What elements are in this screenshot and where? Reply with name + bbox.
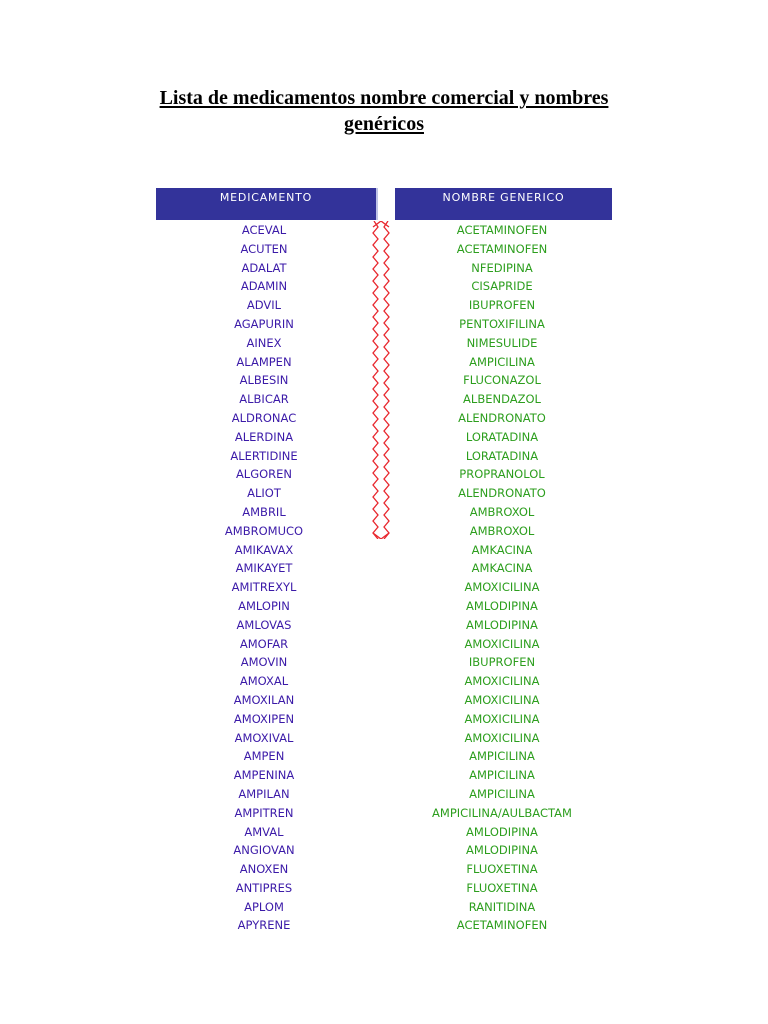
- medicamento-cell: APYRENE: [237, 918, 291, 933]
- medicamento-cell: ACEVAL: [241, 223, 287, 237]
- medicamento-cell: ALBICAR: [239, 392, 289, 407]
- table-row: [0, 766, 768, 785]
- medicamento-cell: AMOVIN: [240, 655, 288, 670]
- medicamento-cell: ANTIPRES: [235, 880, 293, 895]
- generico-cell: FLUOXETINA: [466, 880, 538, 895]
- medication-table: [0, 221, 768, 935]
- medicamento-cell: ALIOT: [247, 486, 281, 501]
- table-row: [0, 240, 768, 259]
- table-row: [0, 541, 768, 560]
- page-title: [0, 85, 768, 137]
- generico-cell: AMOXICILINA: [464, 730, 540, 745]
- generico-cell: AMOXICILINA: [464, 636, 540, 651]
- table-row: [0, 221, 768, 240]
- medicamento-cell: ANGIOVAN: [233, 843, 295, 858]
- table-row: [0, 315, 768, 334]
- generico-cell: AMLODIPINA: [466, 617, 538, 632]
- header-divider: [376, 188, 378, 220]
- table-row: [0, 635, 768, 654]
- generico-cell: AMPICILINA: [469, 768, 535, 783]
- generico-cell: PROPRANOLOL: [459, 467, 545, 482]
- table-row: [0, 691, 768, 710]
- table-row: [0, 390, 768, 409]
- table-row: [0, 860, 768, 879]
- medicamento-cell: ALERDINA: [234, 429, 294, 444]
- table-row: [0, 353, 768, 372]
- medicamento-cell: AMVAL: [244, 824, 284, 839]
- table-row: [0, 522, 768, 541]
- generico-cell: AMOXICILINA: [464, 692, 540, 707]
- medicamento-cell: AMPITREN: [234, 805, 294, 820]
- medicamento-cell: AMLOVAS: [236, 617, 292, 632]
- generico-cell: ALENDRONATO: [458, 410, 546, 425]
- generico-cell: RANITIDINA: [468, 899, 536, 914]
- table-row: [0, 879, 768, 898]
- generico-cell: AMKACINA: [471, 542, 533, 557]
- medicamento-cell: AMOXAL: [239, 674, 289, 689]
- header-medicamento: MEDICAMENTO: [156, 188, 376, 220]
- generico-cell: ALENDRONATO: [458, 486, 546, 501]
- generico-cell: ACETAMINOFEN: [456, 918, 548, 933]
- medicamento-cell: ANOXEN: [239, 862, 289, 877]
- table-row: [0, 672, 768, 691]
- medicamento-cell: ALGOREN: [235, 467, 293, 482]
- generico-cell: AMOXICILINA: [464, 711, 540, 726]
- medicamento-cell: AMOXILAN: [233, 692, 295, 707]
- table-row: [0, 916, 768, 935]
- table-row: [0, 484, 768, 503]
- generico-cell: AMLODIPINA: [466, 598, 538, 613]
- medicamento-cell: ADAMIN: [240, 279, 288, 294]
- medicamento-cell: ALDRONAC: [231, 410, 297, 425]
- table-row: [0, 334, 768, 353]
- table-row: [0, 578, 768, 597]
- table-row: [0, 447, 768, 466]
- table-row: [0, 428, 768, 447]
- generico-cell: AMPICILINA: [469, 354, 535, 369]
- table-row: [0, 653, 768, 672]
- table-row: [0, 409, 768, 428]
- table-row: [0, 259, 768, 278]
- medicamento-cell: ALAMPEN: [236, 354, 292, 369]
- medicamento-cell: AMITREXYL: [231, 580, 297, 595]
- table-row: [0, 804, 768, 823]
- page-title-line-2: genéricos: [344, 113, 424, 135]
- generico-cell: LORATADINA: [465, 429, 539, 444]
- medicamento-cell: AGAPURIN: [234, 316, 294, 331]
- generico-cell: AMOXICILINA: [464, 674, 540, 689]
- generico-cell: NIMESULIDE: [466, 335, 538, 350]
- table-row: [0, 597, 768, 616]
- generico-cell: IBUPROFEN: [468, 298, 536, 313]
- table-row: [0, 503, 768, 522]
- medicamento-cell: AMOFAR: [239, 636, 289, 651]
- table-row: [0, 823, 768, 842]
- table-row: [0, 559, 768, 578]
- generico-cell: AMLODIPINA: [466, 843, 538, 858]
- table-row: [0, 296, 768, 315]
- medicamento-cell: APLOM: [244, 899, 284, 914]
- generico-cell: NFEDIPINA: [471, 260, 533, 275]
- generico-cell: AMBROXOL: [469, 504, 535, 519]
- generico-cell: FLUOXETINA: [466, 862, 538, 877]
- medicamento-cell: ALBESIN: [239, 373, 289, 388]
- generico-cell: FLUCONAZOL: [463, 373, 541, 388]
- medicamento-cell: AMBRIL: [242, 504, 286, 519]
- generico-cell: ACETAMINOFEN: [456, 223, 548, 237]
- medicamento-cell: AMIKAVAX: [234, 542, 294, 557]
- generico-cell: CISAPRIDE: [471, 279, 533, 294]
- generico-cell: AMPICILINA: [469, 749, 535, 764]
- generico-cell: PENTOXIFILINA: [459, 316, 545, 331]
- medicamento-cell: AMIKAYET: [235, 561, 293, 576]
- medicamento-cell: ALERTIDINE: [230, 448, 298, 463]
- generico-cell: IBUPROFEN: [468, 655, 536, 670]
- table-row: [0, 841, 768, 860]
- generico-cell: AMPICILINA/AULBACTAM: [432, 805, 572, 820]
- table-row: [0, 785, 768, 804]
- page-title-line-1: Lista de medicamentos nombre comercial y nombres: [159, 87, 609, 109]
- table-row: [0, 747, 768, 766]
- medicamento-cell: AMPENINA: [233, 768, 295, 783]
- table-row: [0, 616, 768, 635]
- generico-cell: ACETAMINOFEN: [456, 241, 548, 256]
- generico-cell: AMLODIPINA: [466, 824, 538, 839]
- generico-cell: ALBENDAZOL: [463, 392, 541, 407]
- generico-cell: AMKACINA: [471, 561, 533, 576]
- header-nombre-generico: NOMBRE GENERICO: [395, 188, 612, 220]
- generico-cell: AMBROXOL: [469, 523, 535, 538]
- medicamento-cell: AMBROMUCO: [224, 523, 304, 538]
- table-row: [0, 465, 768, 484]
- medicamento-cell: AMPILAN: [238, 786, 290, 801]
- medicamento-cell: ACUTEN: [240, 241, 288, 256]
- table-row: [0, 898, 768, 917]
- medicamento-cell: AMOXIVAL: [234, 730, 294, 745]
- table-row: [0, 710, 768, 729]
- medicamento-cell: AMPEN: [243, 749, 285, 764]
- table-row: [0, 277, 768, 296]
- generico-cell: LORATADINA: [465, 448, 539, 463]
- medicamento-cell: ADALAT: [241, 260, 287, 275]
- medicamento-cell: ADVIL: [246, 298, 282, 313]
- generico-cell: AMOXICILINA: [464, 580, 540, 595]
- table-row: [0, 729, 768, 748]
- medicamento-cell: AMOXIPEN: [233, 711, 295, 726]
- medicamento-cell: AMLOPIN: [238, 598, 290, 613]
- table-row: [0, 371, 768, 390]
- medicamento-cell: AINEX: [246, 335, 282, 350]
- generico-cell: AMPICILINA: [469, 786, 535, 801]
